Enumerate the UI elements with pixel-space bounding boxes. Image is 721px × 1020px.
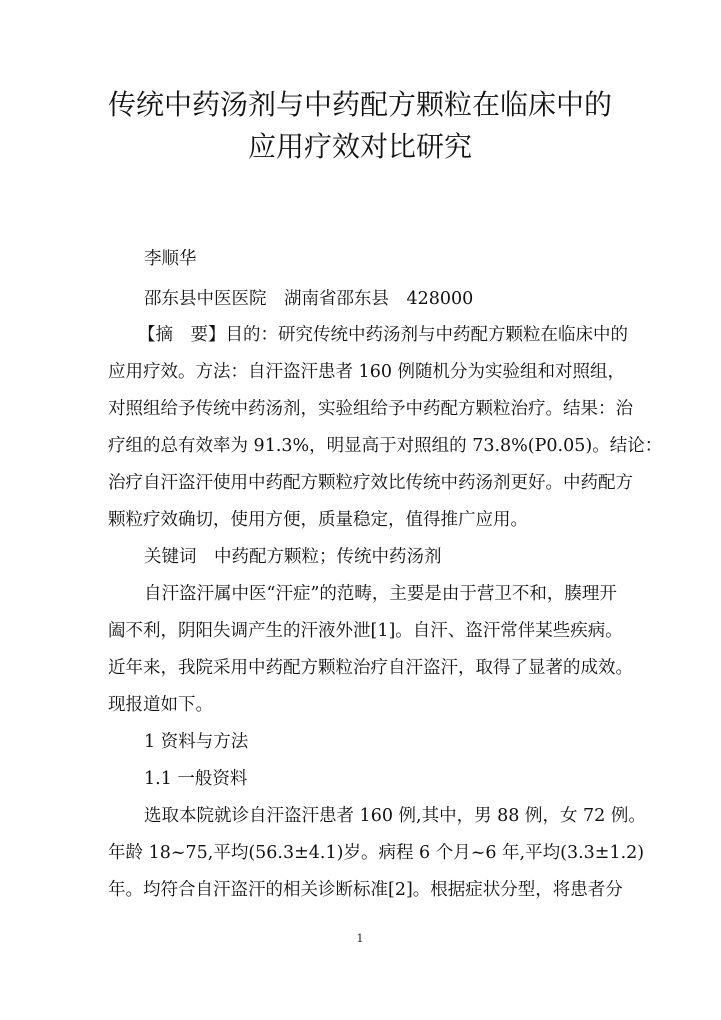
subsection-heading: 1.1 一般资料 [144,769,248,789]
section-text-line: 选取本院就诊自汗盗汗患者 160 例,其中，男 88 例，女 72 例。 [144,806,646,826]
author-name: 李顺华 [144,249,197,269]
intro-line: 阖不利，阴阳失调产生的汗液外泄[1]。自汗、盗汗常伴某些疾病。 [108,621,623,641]
abstract-line: 颗粒疗效确切，使用方便，质量稳定，值得推广应用。 [108,510,528,530]
abstract-line: 对照组给予传统中药汤剂，实验组给予中药配方颗粒治疗。结果：治 [108,399,633,419]
intro-line: 现报道如下。 [108,695,213,715]
paper-title-line-1: 传统中药汤剂与中药配方颗粒在临床中的 [107,88,612,121]
section-text-line: 年。均符合自汗盗汗的相关诊断标准[2]。根据症状分型，将患者分 [108,880,623,900]
page-number: 1 [356,932,364,945]
keywords: 关键词 中药配方颗粒；传统中药汤剂 [144,547,442,567]
abstract-line: 治疗自汗盗汗使用中药配方颗粒疗效比传统中药汤剂更好。中药配方 [108,473,633,493]
intro-line: 近年来，我院采用中药配方颗粒治疗自汗盗汗，取得了显著的成效。 [108,658,633,678]
paper-title-line-2: 应用疗效对比研究 [247,130,472,163]
section-heading: 1 资料与方法 [144,732,249,752]
abstract-line: 【摘 要】目的：研究传统中药汤剂与中药配方颗粒在临床中的 [138,325,628,345]
abstract-line: 应用疗效。方法：自汗盗汗患者 160 例随机分为实验组和对照组， [108,362,626,382]
abstract-line: 疗组的总有效率为 91.3%，明显高于对照组的 73.8%(P0.05)。结论： [108,436,663,456]
author-affiliation: 邵东县中医医院 湖南省邵东县 428000 [144,289,474,309]
section-text-line: 年龄 18~75,平均(56.3±4.1)岁。病程 6 个月~6 年,平均(3.3±1.2) [108,843,645,863]
intro-line: 自汗盗汗属中医“汗症”的范畴，主要是由于营卫不和，腠理开 [144,584,617,604]
